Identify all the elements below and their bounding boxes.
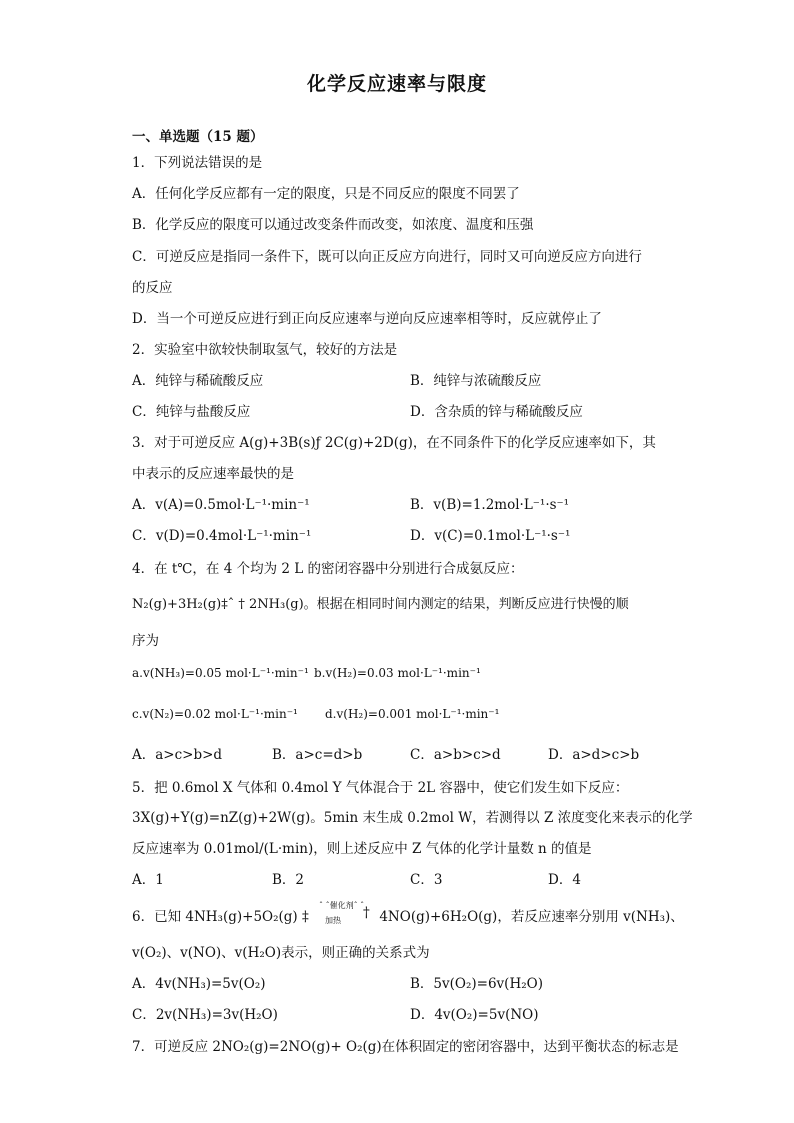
section-heading: 一、单选题（15 题）: [132, 129, 264, 145]
q5-stem-cont1: 3X(g)+Y(g)=nZ(g)+2W(g)。5min 末生成 0.2mol W，若测得以 Z 浓度变化来表示的化学: [132, 810, 693, 826]
q2-option-c: C．纯锌与盐酸反应: [132, 404, 251, 420]
q4-option-b: B．a>c=d>b: [272, 747, 363, 763]
q2-option-a: A．纯锌与稀硫酸反应: [132, 373, 264, 389]
q4-rate-b: b.v(H₂)=0.03 mol·L⁻¹·min⁻¹: [314, 666, 481, 680]
q3-stem-cont: 中表示的反应速率最快的是: [132, 466, 294, 482]
q5-options-row: [132, 868, 672, 888]
q4-option-d: D．a>d>c>b: [548, 747, 640, 763]
q6-options-row1: [132, 972, 672, 992]
q5-stem-cont2: 反应速率为 0.01mol/(L·min)，则上述反应中 Z 气体的化学计量数 n 的值是: [132, 841, 592, 857]
q4-option-c: C．a>b>c>d: [410, 747, 501, 763]
q6-option-d: D．4v(O₂)=5v(NO): [410, 1007, 539, 1023]
q6-stem-right: 4NO(g)+6H₂O(g)，若反应速率分别用 v(NH₃)、: [379, 909, 684, 925]
q3-option-b: B．v(B)=1.2mol·L⁻¹·s⁻¹: [410, 497, 570, 513]
q6-arrow-glyph: †: [363, 905, 370, 921]
q3-options-row1: [132, 493, 672, 513]
q2-stem: 2．实验室中欲较快制取氢气，较好的方法是: [132, 342, 398, 358]
q4-rates-row1: [132, 666, 672, 686]
q4-options-row: [132, 743, 672, 763]
q4-stem: 4．在 t℃，在 4 个均为 2 L 的密闭容器中分别进行合成氨反应：: [132, 561, 524, 577]
q1-option-b: B．化学反应的限度可以通过改变条件而改变，如浓度、温度和压强: [132, 217, 534, 233]
q6-catalyst-label: ˆ ˆ催化剂ˆ ˆ: [319, 901, 365, 910]
q3-stem: 3．对于可逆反应 A(g)+3B(s)ƒ 2C(g)+2D(g)，在不同条件下的化学反应速率如下，其: [132, 435, 656, 451]
q5-option-d: D．4: [548, 872, 581, 888]
q3-option-d: D．v(C)=0.1mol·L⁻¹·s⁻¹: [410, 528, 571, 544]
q6-heat-label: 加热: [325, 916, 342, 925]
q5-stem: 5．把 0.6mol X 气体和 0.4mol Y 气体混合于 2L 容器中，使它们发生如下反应：: [132, 780, 629, 796]
q1-option-d: D．当一个可逆反应进行到正向反应速率与逆向反应速率相等时，反应就停止了: [132, 311, 602, 327]
q3-option-c: C．v(D)=0.4mol·L⁻¹·min⁻¹: [132, 528, 312, 544]
q6-option-c: C．2v(NH₃)=3v(H₂O): [132, 1007, 278, 1023]
q4-rates-row2: [132, 707, 672, 727]
q1-option-a: A．任何化学反应都有一定的限度，只是不同反应的限度不同罢了: [132, 186, 520, 202]
document-title: 化学反应速率与限度: [306, 73, 487, 95]
q4-rate-c: c.v(N₂)=0.02 mol·L⁻¹·min⁻¹: [132, 707, 298, 721]
q6-options-row2: [132, 1003, 672, 1023]
q6-stem-cont: v(O₂)、v(NO)、v(H₂O)表示，则正确的关系式为: [132, 945, 430, 961]
q1-stem: 1．下列说法错误的是: [132, 155, 263, 171]
q6-stem-left: 6．已知 4NH₃(g)+5O₂(g) ‡: [132, 909, 309, 925]
q4-rate-d: d.v(H₂)=0.001 mol·L⁻¹·min⁻¹: [325, 707, 500, 721]
q6-stem: [132, 901, 684, 925]
q2-option-d: D．含杂质的锌与稀硫酸反应: [410, 404, 583, 420]
q5-option-b: B．2: [272, 872, 305, 888]
q7-stem: 7．可逆反应 2NO₂(g)=2NO(g)+ O₂(g)在体积固定的密闭容器中，达到平衡状态的标志是: [132, 1039, 679, 1055]
q4-stem-cont: 序为: [132, 633, 159, 649]
q3-option-a: A．v(A)=0.5mol·L⁻¹·min⁻¹: [132, 497, 310, 513]
q4-option-a: A．a>c>b>d: [132, 747, 223, 763]
q2-option-b: B．纯锌与浓硫酸反应: [410, 373, 542, 389]
q6-reaction-arrow: [313, 901, 375, 925]
q5-option-c: C．3: [410, 872, 443, 888]
q1-option-c-cont: 的反应: [132, 280, 173, 296]
q2-options-row1: [132, 369, 672, 389]
q3-options-row2: [132, 524, 672, 544]
q4-rate-a: a.v(NH₃)=0.05 mol·L⁻¹·min⁻¹: [132, 666, 309, 680]
q1-option-c: C．可逆反应是指同一条件下，既可以向正反应方向进行，同时又可向逆反应方向进行: [132, 249, 642, 265]
q6-option-a: A．4v(NH₃)=5v(O₂): [132, 976, 266, 992]
q5-option-a: A．1: [132, 872, 164, 888]
q4-equation-line: N₂(g)+3H₂(g)‡ˆ † 2NH₃(g)。根据在相同时间内测定的结果，判断反应进行快慢的顺: [132, 597, 629, 612]
q2-options-row2: [132, 400, 672, 420]
q6-option-b: B．5v(O₂)=6v(H₂O): [410, 976, 543, 992]
